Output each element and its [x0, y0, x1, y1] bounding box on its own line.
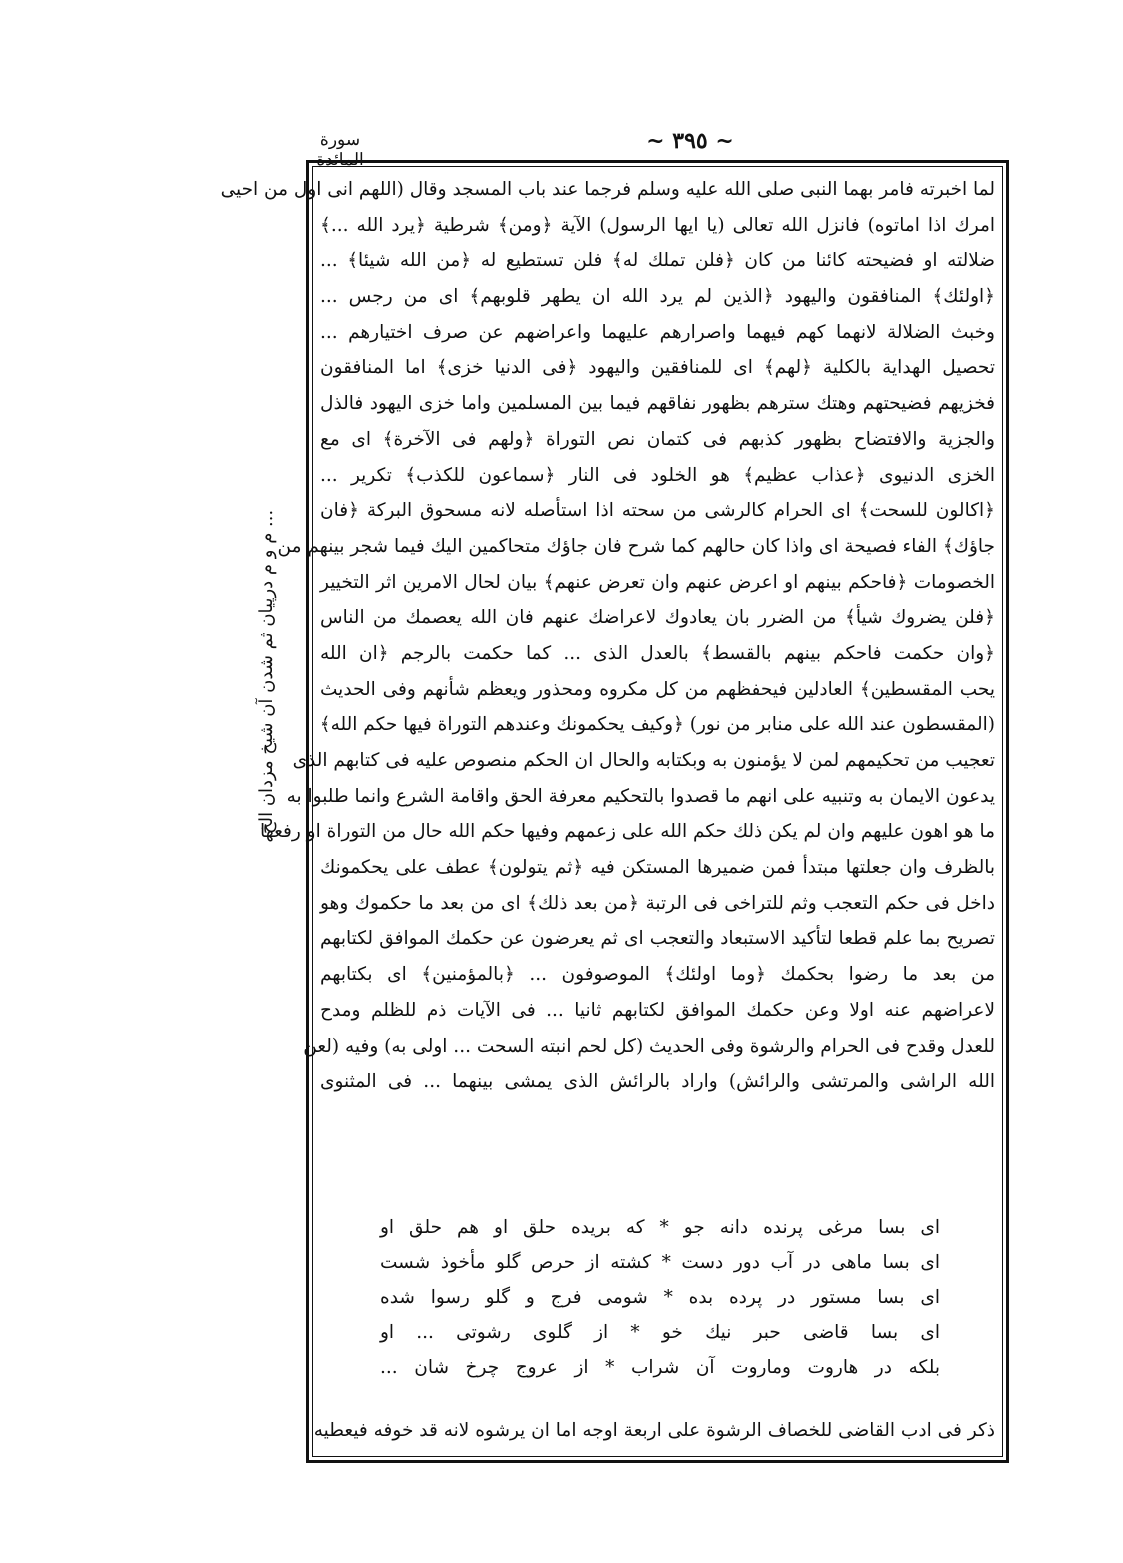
poem-line: اى بسا مرغى پرنده دانه جو * كه بريده حلق او هم حلق او: [380, 1217, 940, 1238]
poem-verses: [380, 1210, 940, 1385]
text-line: ﴿فلن يضروك شيأ﴾ من الضرر بان يعادوك لاعراضك عنهم فان الله يعصمك من الناس: [320, 607, 995, 629]
text-line: تعجيب من تحكيمهم لمن لا يؤمنون به وبكتابه والحال ان الحكم منصوص عليه فى كتابهم الذى: [292, 750, 995, 771]
poem-line: اى بسا ماهى در آب دور دست * كشته از حرص گلو مأخوذ شست: [380, 1252, 940, 1273]
text-line: بالظرف وان جعلتها مبتدأ فمن ضميرها المستكن فيه ﴿ثم يتولون﴾ عطف على يحكمونك: [320, 857, 995, 879]
text-line: ﴿وان حكمت فاحكم بينهم بالقسط﴾ بالعدل الذى ... كما حكمت بالرجم ﴿ان الله: [320, 642, 995, 664]
text-line: لاعراضهم عنه اولا وعن حكمك الموافق لكتابهم ثانيا ... فى الآيات ذم للظلم ومدح: [320, 999, 995, 1021]
text-line: فخزيهم فضيحتهم وهتك سترهم بظهور نفاقهم فيما بين المسلمين واما خزى اليهود فالذل: [320, 393, 995, 415]
text-line: للعدل وقدح فى الحرام والرشوة وفى الحديث (كل لحم انبته السحت ... اولى به) وفيه (لعن: [303, 1035, 995, 1057]
text-line: من بعد ما رضوا بحكمك ﴿وما اولئك﴾ الموصوفون ... ﴿بالمؤمنين﴾ اى بكتابهم: [320, 964, 995, 986]
page-number: ~ ٣٩٥ ~: [646, 128, 734, 154]
text-line: ما هو اهون عليهم وان لم يكن ذلك حكم الله على زعمهم وفيها حكم الله حال من التوراة او رفعها: [259, 821, 995, 843]
text-line: يدعون الايمان به وتنبيه على انهم ما قصدوا بالتحكيم معرفة الحق واقامة الشرع وانما طلبوا به: [286, 785, 995, 807]
page-header: [300, 128, 1010, 170]
text-line: الخزى الدنيوى ﴿عذاب عظيم﴾ هو الخلود فى النار ﴿سماعون للكذب﴾ تكرير ...: [320, 464, 995, 486]
text-line: يحب المقسطين﴾ العادلين فيحفظهم من كل مكروه ومحذور ويعظم شأنهم وفى الحديث: [320, 678, 995, 700]
text-line: جاؤك﴾ الفاء فصيحة اى واذا كان حالهم كما شرح فان جاؤك متحاكمين اليك فيما شجر بينهم من: [277, 535, 995, 557]
text-line: امرك اذا اماتوه) فانزل الله تعالى (يا ايها الرسول) الآية ﴿ومن﴾ شرطية ﴿يرد الله ...﴾: [320, 214, 995, 236]
text-line: والجزية والافتضاح بظهور كذبهم فى كتمان نص التوراة ﴿ولهم فى الآخرة﴾ اى مع: [320, 428, 995, 450]
text-line: تحصيل الهداية بالكلية ﴿لهم﴾ اى للمنافقين واليهود ﴿فى الدنيا خزى﴾ اما المنافقون: [320, 357, 995, 379]
text-line: داخل فى حكم التعجب وثم للتراخى فى الرتبة ﴿من بعد ذلك﴾ اى من بعد ما حكموك وهو: [320, 892, 995, 914]
margin-note: ... م و م درپیان ثم شدن آن شیخ مزدان الخ: [256, 510, 277, 835]
running-head: سورة المائدة: [316, 130, 364, 170]
text-line: تصريح بما علم قطعا لتأكيد الاستبعاد والتعجب اى ثم يعرضون عن حكمك الموافق لكتابهم: [320, 928, 995, 950]
text-line: وخبث الضلالة لانهما كهم فيهما واصرارهم عليهما واعراضهم عن صرف اختيارهم ...: [320, 321, 995, 343]
text-line-final: ذكر فى ادب القاضى للخصاف الرشوة على اربعة اوجه اما ان يرشوه لانه قد خوفه فيعطيه: [313, 1420, 995, 1441]
poem-line: اى بسا قاضى حبر نيك خو * از گلوى رشوتى ... او: [380, 1322, 940, 1343]
text-line: ﴿اولئك﴾ المنافقون واليهود ﴿الذين لم يرد الله ان يطهر قلوبهم﴾ اى من رجس ...: [320, 286, 995, 308]
text-line: الخصومات ﴿فاحكم بينهم او اعرض عنهم وان تعرض عنهم﴾ بيان لحال الامرين اثر التخيير: [320, 571, 995, 593]
text-line: لما اخبرته فامر بهما النبى صلى الله عليه وسلم فرجما عند باب المسجد وقال (اللهم انى اول من احيى: [220, 179, 995, 200]
text-line: ﴿اكالون للسحت﴾ اى الحرام كالرشى من سحته اذا استأصله لانه مسحوق البركة ﴿فان: [320, 500, 995, 522]
text-line: ضلالته او فضيحته كائنا من كان ﴿فلن تملك له﴾ فلن تستطيع له ﴿من الله شيئا﴾ ...: [320, 250, 995, 272]
text-line: الله الراشى والمرتشى والرائش) واراد بالرائش الذى يمشى بينهما ... فى المثنوى: [320, 1071, 995, 1093]
poem-line: بلكه در هاروت وماروت آن شراب * از عروج چرخ شان ...: [380, 1357, 940, 1378]
text-line: (المقسطون عند الله على منابر من نور) ﴿وكيف يحكمونك وعندهم التوراة فيها حكم الله﴾: [319, 714, 995, 736]
poem-line: اى بسا مستور در پرده بده * شومى فرج و گلو رسوا شده: [380, 1287, 940, 1308]
